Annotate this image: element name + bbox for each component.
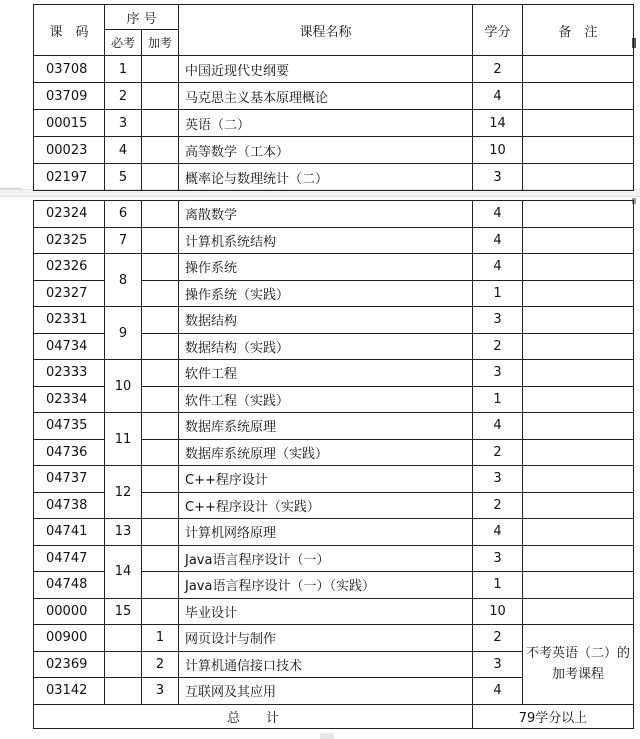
course-remark bbox=[523, 227, 634, 254]
total-label: 总 计 bbox=[34, 704, 473, 728]
course-remark bbox=[523, 360, 634, 387]
course-remark bbox=[523, 110, 634, 137]
course-code: 03709 bbox=[34, 83, 105, 110]
table-row bbox=[34, 83, 634, 110]
course-code: 04734 bbox=[34, 333, 105, 360]
course-name: Java语言程序设计（一） bbox=[179, 545, 473, 572]
seq-required bbox=[105, 625, 142, 652]
course-credit: 4 bbox=[473, 413, 523, 440]
header-required: 必考 bbox=[105, 30, 142, 56]
seq-required: 8 bbox=[105, 254, 142, 307]
course-name: 计算机通信接口技术 bbox=[179, 651, 473, 678]
table-row bbox=[34, 413, 634, 440]
table-row bbox=[34, 110, 634, 137]
course-credit: 4 bbox=[473, 83, 523, 110]
course-credit: 4 bbox=[473, 201, 523, 228]
total-row bbox=[34, 704, 634, 728]
table-row bbox=[34, 466, 634, 493]
course-remark bbox=[523, 439, 634, 466]
course-name: 毕业设计 bbox=[179, 598, 473, 625]
extra-course-note: 不考英语（二）的加考课程 bbox=[523, 625, 634, 705]
course-name: 数据库系统原理 bbox=[179, 413, 473, 440]
course-name: 概率论与数理统计（二） bbox=[179, 164, 473, 191]
course-name: Java语言程序设计（一）（实践） bbox=[179, 572, 473, 599]
table-row bbox=[34, 254, 634, 281]
course-credit: 4 bbox=[473, 227, 523, 254]
seq-required: 5 bbox=[105, 164, 142, 191]
table-row bbox=[34, 227, 634, 254]
course-remark bbox=[523, 307, 634, 334]
table-row bbox=[34, 56, 634, 83]
course-name: 高等数学（工本） bbox=[179, 137, 473, 164]
seq-extra: 2 bbox=[142, 651, 179, 678]
course-credit: 3 bbox=[473, 307, 523, 334]
course-name: 马克思主义基本原理概论 bbox=[179, 83, 473, 110]
seq-required: 15 bbox=[105, 598, 142, 625]
course-table-part1 bbox=[33, 4, 634, 191]
table-row bbox=[34, 307, 634, 334]
course-remark bbox=[523, 164, 634, 191]
seq-required: 13 bbox=[105, 519, 142, 546]
course-credit: 3 bbox=[473, 545, 523, 572]
course-credit: 2 bbox=[473, 439, 523, 466]
course-name: C++程序设计（实践） bbox=[179, 492, 473, 519]
course-remark bbox=[523, 333, 634, 360]
course-name: 互联网及其应用 bbox=[179, 678, 473, 705]
course-remark bbox=[523, 280, 634, 307]
table-row bbox=[34, 519, 634, 546]
course-code: 02326 bbox=[34, 254, 105, 281]
header-course-name: 课程名称 bbox=[179, 5, 473, 56]
course-code: 04735 bbox=[34, 413, 105, 440]
course-name: 操作系统 bbox=[179, 254, 473, 281]
seq-required bbox=[105, 678, 142, 705]
course-name: 软件工程（实践） bbox=[179, 386, 473, 413]
course-name: 数据库系统原理（实践） bbox=[179, 439, 473, 466]
course-name: 数据结构 bbox=[179, 307, 473, 334]
header-code: 课 码 bbox=[34, 5, 105, 56]
course-remark bbox=[523, 572, 634, 599]
header-credit: 学分 bbox=[473, 5, 523, 56]
course-credit: 10 bbox=[473, 598, 523, 625]
course-code: 04741 bbox=[34, 519, 105, 546]
course-credit: 4 bbox=[473, 254, 523, 281]
seq-extra bbox=[142, 280, 179, 307]
seq-extra bbox=[142, 56, 179, 83]
course-remark bbox=[523, 83, 634, 110]
course-code: 00000 bbox=[34, 598, 105, 625]
header-remark: 备 注 bbox=[523, 5, 634, 56]
course-name: 数据结构（实践） bbox=[179, 333, 473, 360]
course-code: 02324 bbox=[34, 201, 105, 228]
course-name: 操作系统（实践） bbox=[179, 280, 473, 307]
seq-required: 1 bbox=[105, 56, 142, 83]
course-remark bbox=[523, 56, 634, 83]
seq-required: 14 bbox=[105, 545, 142, 598]
seq-extra bbox=[142, 466, 179, 493]
seq-extra bbox=[142, 360, 179, 387]
seq-extra bbox=[142, 254, 179, 281]
seq-required bbox=[105, 651, 142, 678]
course-name: 离散数学 bbox=[179, 201, 473, 228]
seq-extra bbox=[142, 492, 179, 519]
seq-extra bbox=[142, 164, 179, 191]
seq-extra bbox=[142, 307, 179, 334]
table-row bbox=[34, 164, 634, 191]
seq-extra bbox=[142, 137, 179, 164]
page-bottom-mark bbox=[320, 733, 334, 739]
course-name: 计算机网络原理 bbox=[179, 519, 473, 546]
course-code: 02334 bbox=[34, 386, 105, 413]
course-credit: 1 bbox=[473, 572, 523, 599]
course-name: 计算机系统结构 bbox=[179, 227, 473, 254]
seq-required: 3 bbox=[105, 110, 142, 137]
course-code: 04738 bbox=[34, 492, 105, 519]
course-credit: 1 bbox=[473, 280, 523, 307]
seq-extra bbox=[142, 572, 179, 599]
course-credit: 14 bbox=[473, 110, 523, 137]
course-credit: 1 bbox=[473, 386, 523, 413]
table-row bbox=[34, 625, 634, 652]
course-code: 04748 bbox=[34, 572, 105, 599]
course-name: 英语（二） bbox=[179, 110, 473, 137]
course-remark bbox=[523, 201, 634, 228]
seq-extra bbox=[142, 110, 179, 137]
seq-extra bbox=[142, 201, 179, 228]
seq-required: 11 bbox=[105, 413, 142, 466]
seq-extra bbox=[142, 333, 179, 360]
course-credit: 10 bbox=[473, 137, 523, 164]
course-credit: 3 bbox=[473, 651, 523, 678]
course-name: 中国近现代史纲要 bbox=[179, 56, 473, 83]
header-extra: 加考 bbox=[142, 30, 179, 56]
seq-required: 2 bbox=[105, 83, 142, 110]
course-credit: 2 bbox=[473, 492, 523, 519]
course-remark bbox=[523, 137, 634, 164]
course-remark bbox=[523, 413, 634, 440]
course-remark bbox=[523, 492, 634, 519]
course-code: 00023 bbox=[34, 137, 105, 164]
course-code: 02369 bbox=[34, 651, 105, 678]
course-credit: 3 bbox=[473, 466, 523, 493]
course-credit: 4 bbox=[473, 519, 523, 546]
course-remark bbox=[523, 598, 634, 625]
course-code: 00900 bbox=[34, 625, 105, 652]
course-code: 03708 bbox=[34, 56, 105, 83]
seq-extra bbox=[142, 83, 179, 110]
course-credit: 2 bbox=[473, 56, 523, 83]
course-credit: 3 bbox=[473, 360, 523, 387]
total-value: 79学分以上 bbox=[473, 704, 634, 728]
course-code: 00015 bbox=[34, 110, 105, 137]
course-name: C++程序设计 bbox=[179, 466, 473, 493]
course-credit: 2 bbox=[473, 333, 523, 360]
course-code: 03142 bbox=[34, 678, 105, 705]
seq-extra bbox=[142, 227, 179, 254]
course-table-part2 bbox=[33, 200, 634, 729]
course-name: 网页设计与制作 bbox=[179, 625, 473, 652]
seq-extra bbox=[142, 598, 179, 625]
table-row bbox=[34, 545, 634, 572]
seq-required: 6 bbox=[105, 201, 142, 228]
table-row bbox=[34, 201, 634, 228]
seq-required: 4 bbox=[105, 137, 142, 164]
course-remark bbox=[523, 519, 634, 546]
course-credit: 3 bbox=[473, 164, 523, 191]
table-row bbox=[34, 360, 634, 387]
course-code: 02333 bbox=[34, 360, 105, 387]
seq-extra bbox=[142, 519, 179, 546]
course-code: 02327 bbox=[34, 280, 105, 307]
seq-extra: 3 bbox=[142, 678, 179, 705]
seq-extra bbox=[142, 439, 179, 466]
seq-required: 10 bbox=[105, 360, 142, 413]
table-row bbox=[34, 137, 634, 164]
course-name: 软件工程 bbox=[179, 360, 473, 387]
course-code: 02331 bbox=[34, 307, 105, 334]
course-remark bbox=[523, 386, 634, 413]
course-remark bbox=[523, 466, 634, 493]
seq-required: 9 bbox=[105, 307, 142, 360]
table-row bbox=[34, 598, 634, 625]
course-code: 04747 bbox=[34, 545, 105, 572]
header-seq: 序 号 bbox=[105, 5, 179, 30]
seq-extra: 1 bbox=[142, 625, 179, 652]
course-code: 04737 bbox=[34, 466, 105, 493]
course-code: 04736 bbox=[34, 439, 105, 466]
seq-extra bbox=[142, 413, 179, 440]
course-credit: 2 bbox=[473, 625, 523, 652]
course-remark bbox=[523, 545, 634, 572]
course-code: 02197 bbox=[34, 164, 105, 191]
course-credit: 4 bbox=[473, 678, 523, 705]
seq-extra bbox=[142, 545, 179, 572]
seq-extra bbox=[142, 386, 179, 413]
seq-required: 7 bbox=[105, 227, 142, 254]
course-remark bbox=[523, 254, 634, 281]
course-code: 02325 bbox=[34, 227, 105, 254]
seq-required: 12 bbox=[105, 466, 142, 519]
